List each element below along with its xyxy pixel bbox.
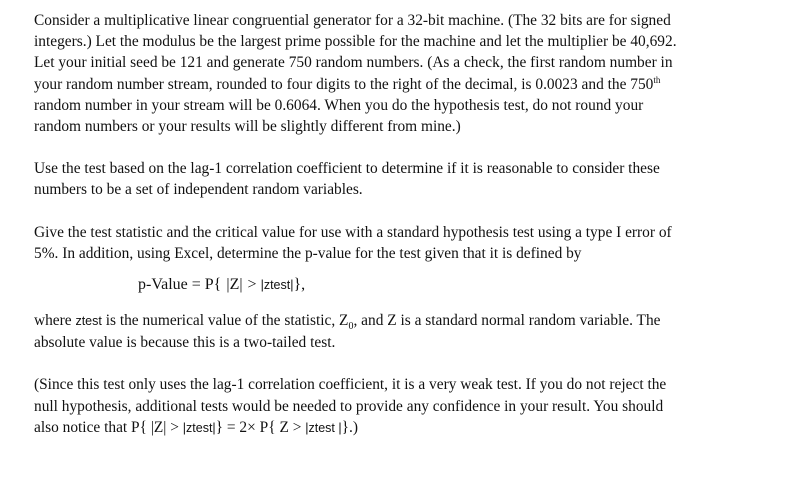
text-line: Use the test based on the lag-1 correlation coefficient to determine if it is reasonable to consider these <box>34 160 660 178</box>
subscript: 0 <box>348 321 354 333</box>
text-segment: is the numerical value of the statistic, Z <box>101 312 349 330</box>
paragraph-weak-test-note <box>34 374 779 439</box>
text-segment: }.) <box>341 418 358 436</box>
text-line: null hypothesis, additional tests would be needed to provide any confidence in your result. You should <box>34 397 664 415</box>
formula-lhs: p-Value = P{ <box>138 276 226 294</box>
text-line: random numbers or your results will be slightly different from mine.) <box>34 118 461 136</box>
text-line: 5%. In addition, using Excel, determine the p-value for the test given that it is defined by <box>34 244 582 262</box>
p-value-formula <box>138 274 779 296</box>
text-line: Consider a multiplicative linear congruential generator for a 32-bit machine. (The 32 bits are for signed <box>34 12 671 29</box>
text-segment: where <box>34 312 76 330</box>
text-line: numbers to be a set of independent random variables. <box>34 181 363 199</box>
formula-gt: > <box>243 276 261 294</box>
text-segment: } = 2× P{ Z > <box>215 418 306 436</box>
text-segment: , and Z is a standard normal random variable. The <box>353 312 661 330</box>
formula-close: }, <box>293 276 306 294</box>
ztest-symbol: ztest <box>75 314 102 329</box>
paragraph-statistic-instruction <box>34 222 779 264</box>
text-line: absolute value is because this is a two-tailed test. <box>34 334 336 352</box>
text-line <box>34 310 779 332</box>
formula-abs-z: |Z| <box>226 276 243 294</box>
superscript: th <box>653 74 661 85</box>
text-segment: your random number stream, rounded to four digits to the right of the decimal, is 0.0023 and the 750 <box>34 75 654 93</box>
paragraph-ztest-definition <box>34 310 779 353</box>
text-line: Give the test statistic and the critical value for use with a standard hypothesis test using a type I error of <box>34 223 672 241</box>
paragraph-test-instruction <box>34 158 779 200</box>
text-segment: also notice that P{ |Z| > <box>34 418 183 436</box>
paragraph-problem-setup <box>34 10 779 137</box>
text-line <box>34 74 779 95</box>
document-body <box>34 10 779 439</box>
text-line: Let your initial seed be 121 and generate 750 random numbers. (As a check, the first random number in <box>34 54 673 72</box>
text-line: (Since this test only uses the lag-1 correlation coefficient, it is a very weak test. If you do not reject the <box>34 376 667 394</box>
text-line: integers.) Let the modulus be the largest prime possible for the machine and let the multiplier be 40,692. <box>34 33 677 51</box>
formula-abs-ztest: |ztest| <box>260 278 294 293</box>
ztest-symbol: |ztest | <box>305 420 342 435</box>
ztest-symbol: |ztest| <box>182 420 216 435</box>
text-line: random number in your stream will be 0.6064. When you do the hypothesis test, do not round your <box>34 96 644 114</box>
text-line <box>34 417 779 439</box>
